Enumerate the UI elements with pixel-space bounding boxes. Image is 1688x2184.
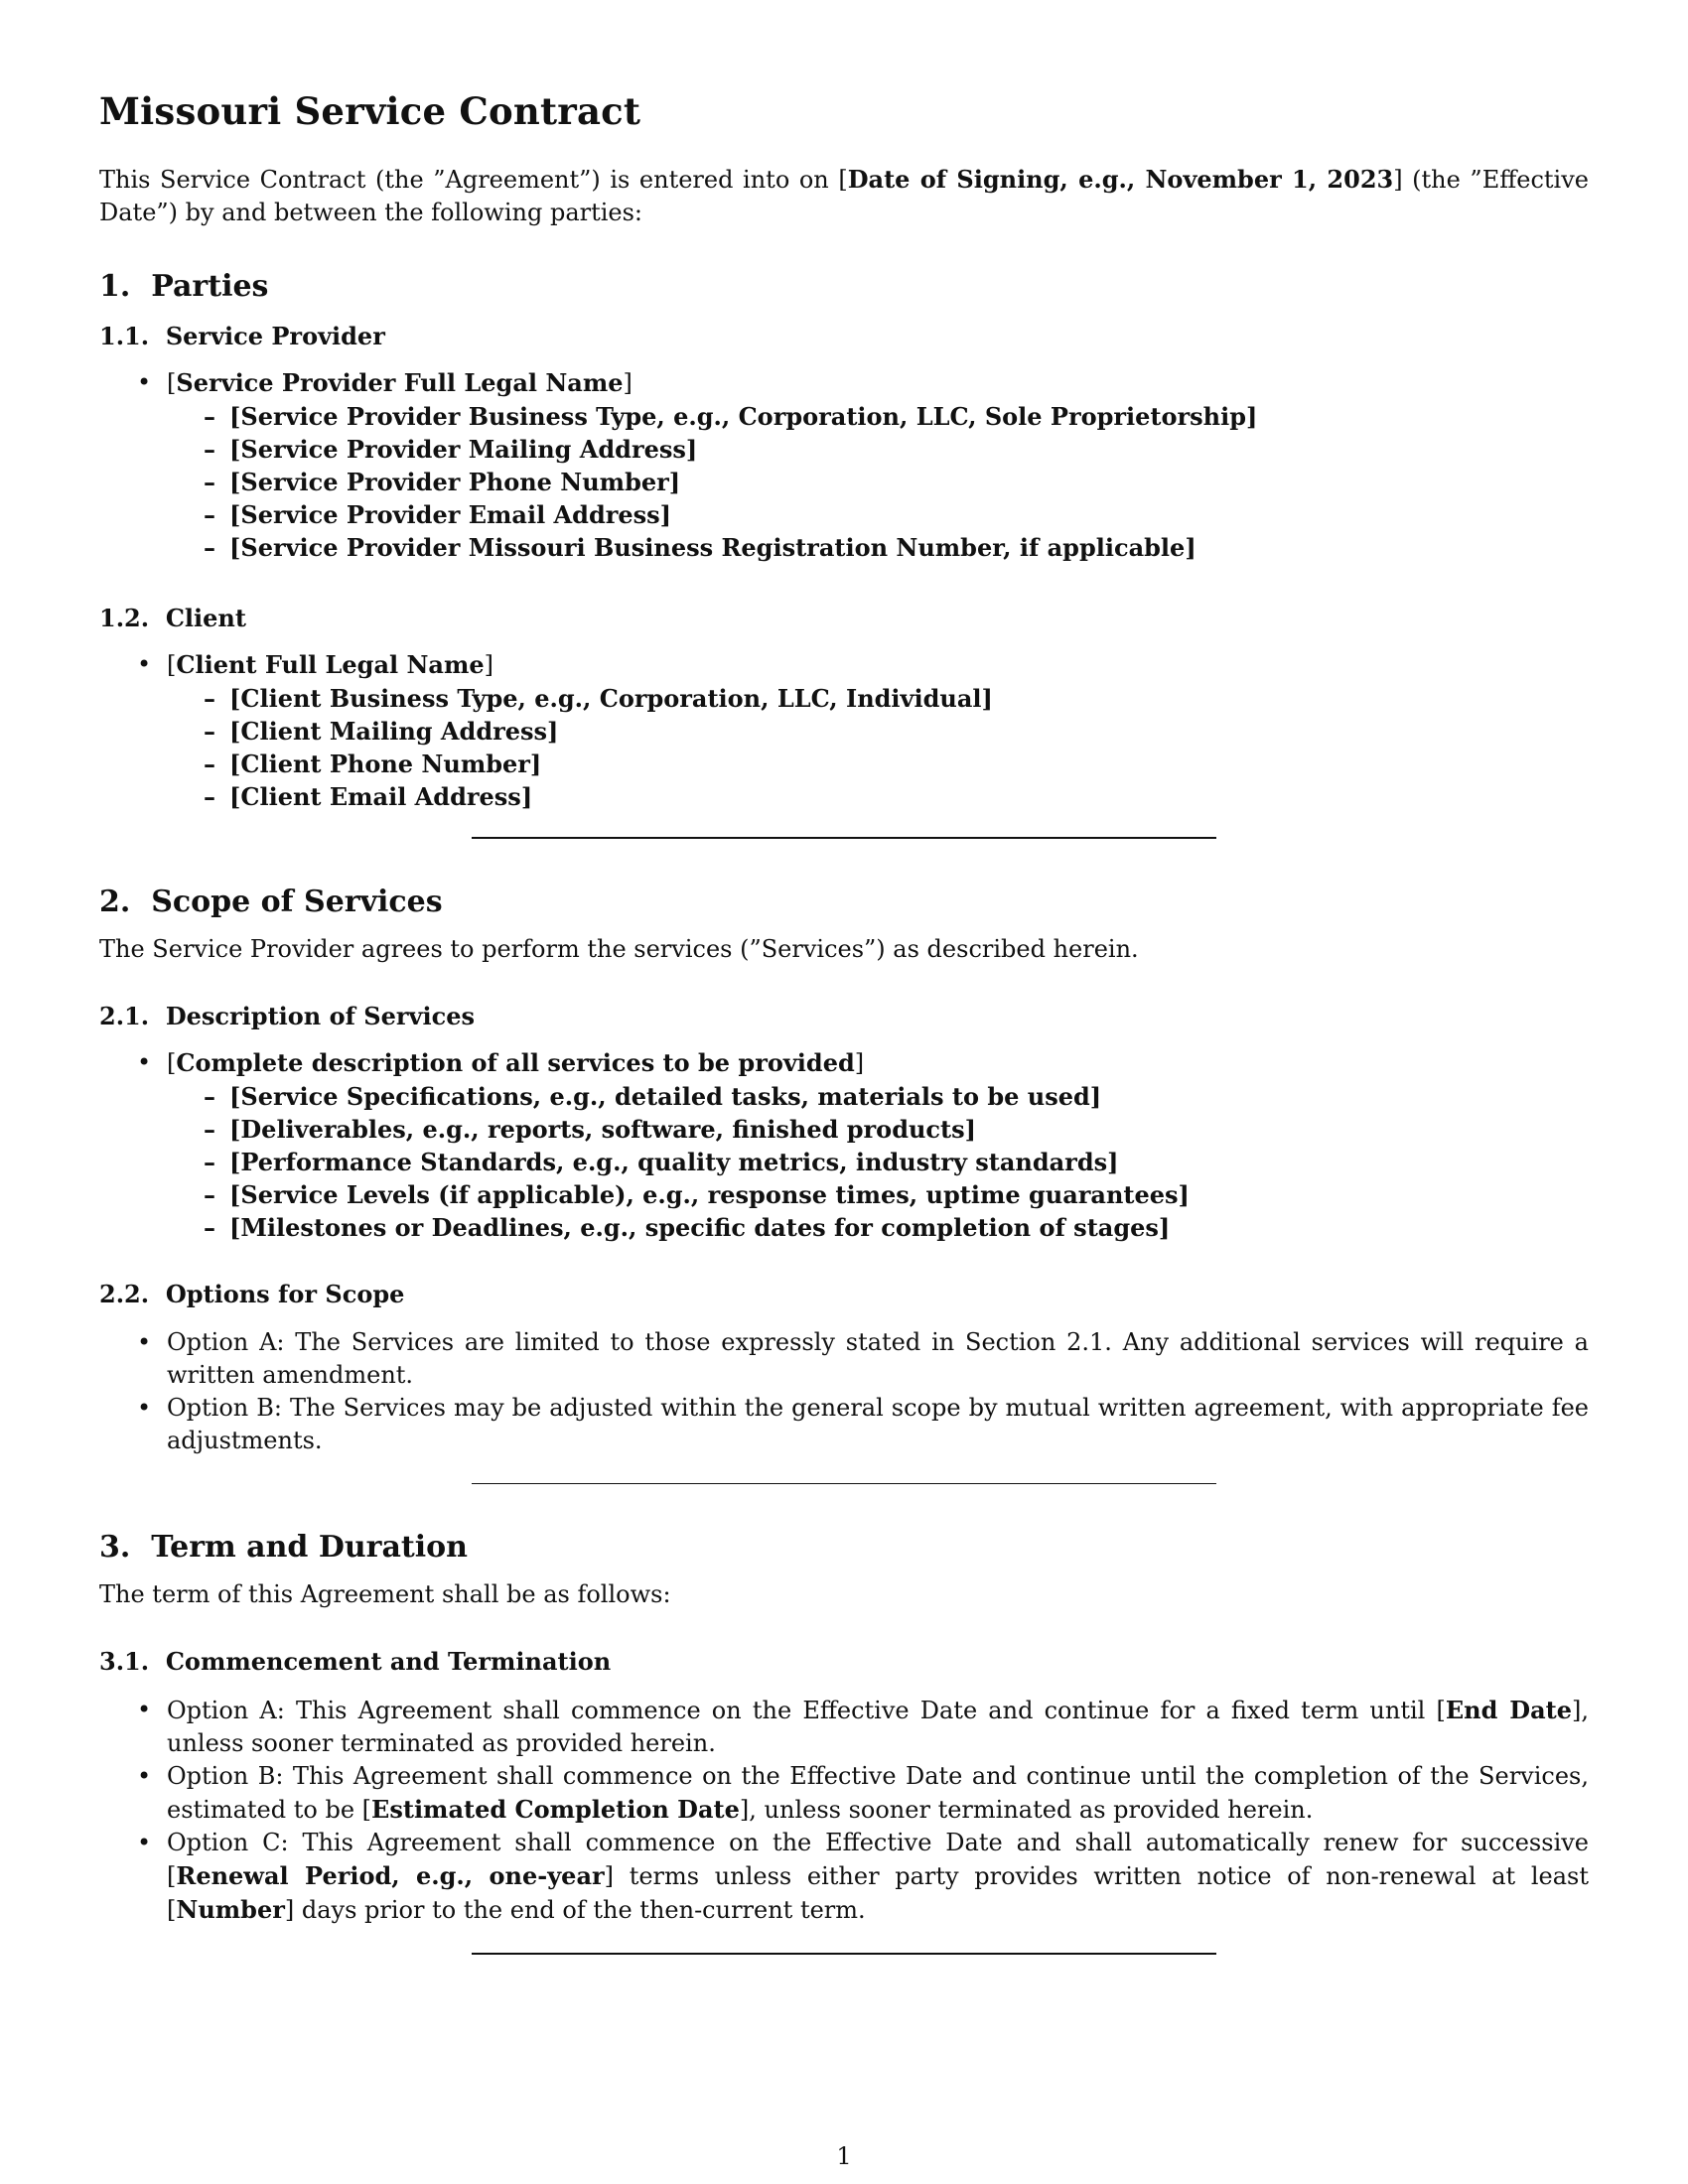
list-item: – [Client Mailing Address] <box>167 715 1589 748</box>
subsection-2-1-heading: 2.1. Description of Services <box>99 1002 475 1030</box>
subsection-3-1-heading: 3.1. Commencement and Termination <box>99 1647 612 1676</box>
intro-paragraph: This Service Contract (the ”Agreement”) is entered into on [Date of Signing, e.g., November 1, 2023] (the ”Effective Date”) by and between the following parties: <box>99 165 1589 226</box>
document-title: Missouri Service Contract <box>99 89 641 133</box>
term-options-list <box>99 1694 1589 1927</box>
list-item: – [Service Provider Mailing Address] <box>167 433 1589 466</box>
subsection-2-2-heading: 2.2. Options for Scope <box>99 1280 405 1308</box>
list-item: – [Performance Standards, e.g., quality metrics, industry standards] <box>167 1146 1589 1178</box>
list-item: – [Deliverables, e.g., reports, software, finished products] <box>167 1113 1589 1146</box>
list-item: – [Service Provider Email Address] <box>167 498 1589 531</box>
list-item: • Option B: The Services may be adjusted within the general scope by mutual written agreement, with appropriate fee adjustments. <box>99 1392 1589 1457</box>
list-item: – [Service Provider Business Type, e.g., Corporation, LLC, Sole Proprietorship] <box>167 400 1589 433</box>
section-3-heading: 3. Term and Duration <box>99 1530 468 1565</box>
list-item: • [Client Full Legal Name] – [Client Business Type, e.g., Corporation, LLC, Individual] – [Client Mailing Address] – [Client Phone Number] – [Client Email Address] <box>99 648 1589 813</box>
list-item: – [Service Provider Missouri Business Registration Number, if applicable] <box>167 531 1589 564</box>
list-item: • Option C: This Agreement shall commence on the Effective Date and shall automatically renew for successive [Renewal Period, e.g., one-year] terms unless either party provides written notice of non-renewal at least [Number] days prior to the end of the then-current term. <box>99 1827 1589 1927</box>
section-divider <box>472 1483 1216 1484</box>
section-divider <box>472 837 1216 839</box>
scope-intro: The Service Provider agrees to perform the services (”Services”) as described herein. <box>99 935 1139 963</box>
subsection-1-1-heading: 1.1. Service Provider <box>99 322 385 350</box>
list-item: – [Client Business Type, e.g., Corporation, LLC, Individual] <box>167 682 1589 715</box>
list-item: – [Service Levels (if applicable), e.g., response times, uptime guarantees] <box>167 1178 1589 1211</box>
list-item: – [Client Phone Number] <box>167 748 1589 780</box>
list-item: • Option B: This Agreement shall commence on the Effective Date and continue until the completion of the Services, estimated to be [Estimated Completion Date], unless sooner terminated as provided herein. <box>99 1760 1589 1827</box>
list-item: – [Service Provider Phone Number] <box>167 466 1589 498</box>
services-list <box>99 1046 1589 1244</box>
list-item: – [Service Specifications, e.g., detailed tasks, materials to be used] <box>167 1080 1589 1113</box>
page-number: 1 <box>836 2142 852 2170</box>
section-1-heading: 1. Parties <box>99 269 269 304</box>
term-intro: The term of this Agreement shall be as follows: <box>99 1580 671 1608</box>
section-divider <box>472 1953 1216 1955</box>
subsection-1-2-heading: 1.2. Client <box>99 604 246 632</box>
list-item: • [Service Provider Full Legal Name] – [Service Provider Business Type, e.g., Corporation, LLC, Sole Proprietorship] – [Service Provider Mailing Address] – [Service Provider Phone Number] – [Service Provider Email Address] – [Service Provider Missouri Business Registration Number, if applicable] <box>99 366 1589 564</box>
list-item: – [Client Email Address] <box>167 780 1589 813</box>
section-2-heading: 2. Scope of Services <box>99 885 443 919</box>
list-item: • [Complete description of all services to be provided] – [Service Specifications, e.g., detailed tasks, materials to be used] – [Deliverables, e.g., reports, software, finished products] – [Performance Standards, e.g., quality metrics, industry standards] – [Service Levels (if applicable), e.g., response times, uptime guarantees] – [Milestones or Deadlines, e.g., specific dates for completion of stages] <box>99 1046 1589 1244</box>
date-placeholder: Date of Signing, e.g., November 1, 2023 <box>847 165 1394 194</box>
provider-list <box>99 366 1589 564</box>
document-page <box>99 89 1589 1955</box>
list-item: – [Milestones or Deadlines, e.g., specific dates for completion of stages] <box>167 1211 1589 1244</box>
list-item: • Option A: This Agreement shall commence on the Effective Date and continue for a fixed term until [End Date], unless sooner terminated as provided herein. <box>99 1694 1589 1760</box>
client-list <box>99 648 1589 813</box>
scope-options-list <box>99 1326 1589 1457</box>
list-item: • Option A: The Services are limited to those expressly stated in Section 2.1. Any additional services will require a written amendment. <box>99 1326 1589 1392</box>
